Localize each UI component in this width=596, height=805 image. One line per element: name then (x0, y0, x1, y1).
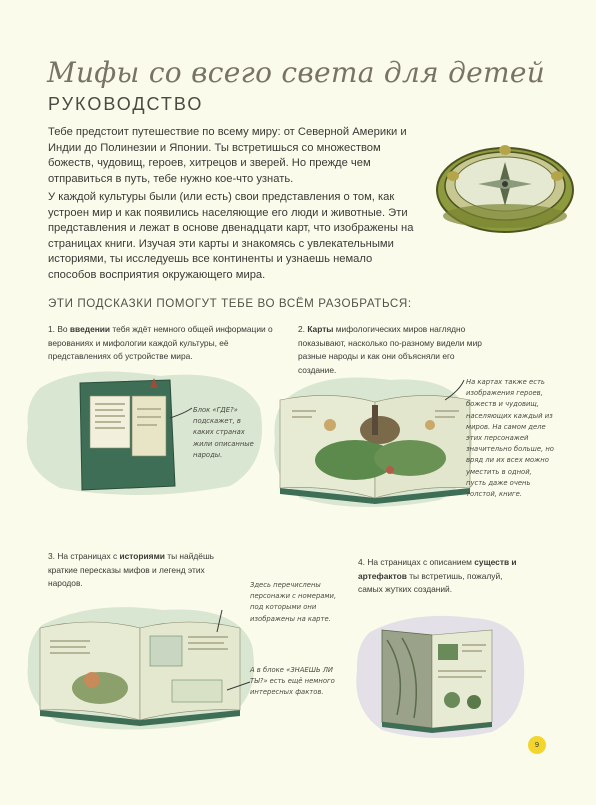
hint-step-1: 1. Во введении тебя ждёт немного общей информации о верованиях и мифологии каждой культуры, её представлениях об устройстве мира. (48, 324, 273, 361)
characters-note: Здесь перечислены персонажи с номерами, под которыми они изображены на карте. (250, 581, 337, 623)
compass-illustration (430, 128, 580, 238)
hints-heading: ЭТИ ПОДСКАЗКИ ПОМОГУТ ТЕБЕ ВО ВСЁМ РАЗОБРАТЬСЯ: (48, 297, 412, 310)
map-note: На картах также есть изображения героев, божеств и чудовищ, населяющих каждый из миров. На самом деле этих персонажей значительно больше, но вряд ли их всех можно уместить в одной, пусть даже очень толстой, книге. (466, 378, 554, 499)
where-block-note: Блок «ГДЕ?» подскажет, в каких странах жили описанные народы. (193, 406, 254, 459)
intro-paragraph-1: Тебе предстоит путешествие по всему миру: от Северной Америки и Индии до Полинезии и Японии. Ты встретишься со множеством божеств, чудовищ, героев, хитрецов и зверей. Но прежде чем отправиться в путь, тебе нужно кое-что узнать. (48, 126, 407, 185)
creatures-book-illustration (352, 610, 527, 740)
hint-step-4: 4. На страницах с описанием существ и артефактов ты встретишь, пожалуй, самых жутких созданий. (358, 557, 517, 594)
page-title: Мифы со всего света для детей (47, 56, 546, 89)
map-book-illustration (270, 370, 480, 510)
hint-step-3: 3. На страницах с историями ты найдёшь краткие пересказы мифов и легенд этих народов. (48, 551, 215, 588)
page-subtitle: РУКОВОДСТВО (48, 94, 204, 114)
intro-paragraph-2: У каждой культуры были (или есть) свои представления о том, как устроен мир и как появились населяющие его люди и животные. Эти представления и лежат в основе двенадцати карт, что изображены на страницах книги. Изучая эти карты и знакомясь с увлекательными историями, ты исследуешь все континенты и узнаешь немало способов восприятия окружающего мира. (48, 191, 414, 281)
did-you-know-note: А в блоке «ЗНАЕШЬ ЛИ ТЫ?» есть ещё немного интересных фактов. (250, 666, 335, 697)
stories-book-illustration (22, 600, 257, 730)
page-number-badge: 9 (528, 736, 546, 754)
hint-step-2: 2. Карты мифологических миров наглядно показывают, насколько по-разному видели мир разные народы и как они объясняли его создание. (298, 324, 482, 375)
